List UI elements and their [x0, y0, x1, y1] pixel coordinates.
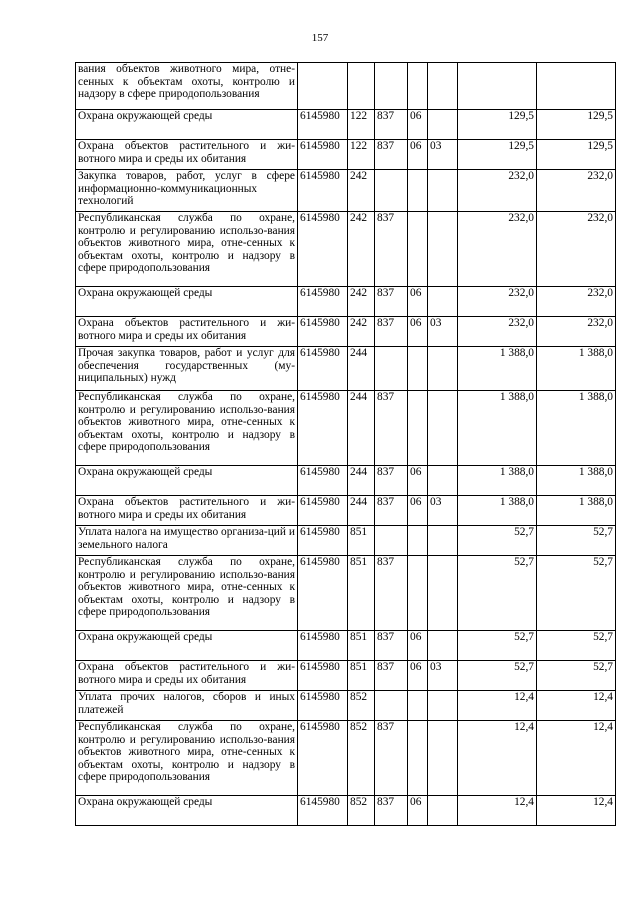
cell-target-article: 6145980: [298, 556, 348, 631]
cell-expense-type: 851: [348, 526, 375, 556]
cell-amount-1: 52,7: [458, 526, 537, 556]
cell-subsection: [428, 391, 458, 466]
table-row: [76, 691, 616, 721]
cell-ministry: 837: [375, 661, 408, 691]
cell-amount-1: 1 388,0: [458, 466, 537, 496]
cell-subsection: [428, 347, 458, 391]
cell-target-article: 6145980: [298, 526, 348, 556]
cell-subsection: [428, 721, 458, 796]
cell-amount-1: 232,0: [458, 212, 537, 287]
cell-name: Охрана окружающей среды: [76, 110, 298, 140]
cell-subsection: 03: [428, 661, 458, 691]
cell-amount-2: [537, 63, 616, 110]
cell-name: Охрана объектов растительного и жи-вотного мира и среды их обитания: [76, 661, 298, 691]
table-row: [76, 796, 616, 826]
cell-name: Охрана объектов растительного и жи-вотного мира и среды их обитания: [76, 496, 298, 526]
table-row: [76, 140, 616, 170]
cell-subsection: [428, 556, 458, 631]
cell-target-article: 6145980: [298, 110, 348, 140]
cell-subsection: [428, 526, 458, 556]
cell-target-article: 6145980: [298, 631, 348, 661]
cell-name: Охрана объектов растительного и жи-вотного мира и среды их обитания: [76, 140, 298, 170]
table-row: [76, 466, 616, 496]
cell-expense-type: 242: [348, 170, 375, 212]
table-row: [76, 556, 616, 631]
cell-target-article: 6145980: [298, 391, 348, 466]
cell-ministry: 837: [375, 110, 408, 140]
cell-section: [408, 170, 428, 212]
cell-amount-2: 12,4: [537, 721, 616, 796]
cell-target-article: 6145980: [298, 287, 348, 317]
budget-table: [75, 62, 616, 826]
cell-ministry: 837: [375, 721, 408, 796]
cell-target-article: 6145980: [298, 317, 348, 347]
table-row: [76, 170, 616, 212]
cell-expense-type: 244: [348, 466, 375, 496]
cell-target-article: [298, 63, 348, 110]
table-row: [76, 661, 616, 691]
cell-expense-type: 851: [348, 631, 375, 661]
cell-subsection: [428, 691, 458, 721]
cell-target-article: 6145980: [298, 796, 348, 826]
cell-subsection: [428, 170, 458, 212]
cell-section: [408, 347, 428, 391]
cell-expense-type: 244: [348, 347, 375, 391]
cell-amount-1: 12,4: [458, 691, 537, 721]
cell-ministry: 837: [375, 496, 408, 526]
table-row: [76, 391, 616, 466]
cell-ministry: [375, 347, 408, 391]
cell-amount-2: 52,7: [537, 526, 616, 556]
page-number: 157: [311, 32, 329, 44]
cell-section: 06: [408, 140, 428, 170]
cell-amount-1: 232,0: [458, 287, 537, 317]
cell-amount-2: 12,4: [537, 691, 616, 721]
cell-name: Республиканская служба по охране, контролю и регулированию использо-вания объектов животного мира, отне-сенных к объектам охоты, контролю и надзору в сфере природопользования: [76, 391, 298, 466]
cell-ministry: 837: [375, 631, 408, 661]
cell-section: [408, 556, 428, 631]
cell-name: Республиканская служба по охране, контролю и регулированию использо-вания объектов животного мира, отне-сенных к объектам охоты, контролю и надзору в сфере природопользования: [76, 721, 298, 796]
cell-target-article: 6145980: [298, 347, 348, 391]
cell-target-article: 6145980: [298, 140, 348, 170]
cell-name: вания объектов животного мира, отне-сенных к объектам охоты, контролю и надзору в сфере природопользования: [76, 63, 298, 110]
cell-ministry: [375, 63, 408, 110]
cell-target-article: 6145980: [298, 721, 348, 796]
cell-expense-type: 242: [348, 287, 375, 317]
cell-name: Республиканская служба по охране, контролю и регулированию использо-вания объектов животного мира, отне-сенных к объектам охоты, контролю и надзору в сфере природопользования: [76, 556, 298, 631]
cell-subsection: 03: [428, 496, 458, 526]
cell-amount-1: 52,7: [458, 556, 537, 631]
cell-section: 06: [408, 466, 428, 496]
cell-subsection: 03: [428, 140, 458, 170]
cell-target-article: 6145980: [298, 466, 348, 496]
cell-amount-2: 52,7: [537, 556, 616, 631]
cell-ministry: 837: [375, 466, 408, 496]
cell-name: Охрана окружающей среды: [76, 796, 298, 826]
cell-expense-type: 851: [348, 661, 375, 691]
cell-subsection: [428, 110, 458, 140]
cell-section: [408, 63, 428, 110]
cell-amount-2: 1 388,0: [537, 466, 616, 496]
table-row: [76, 496, 616, 526]
cell-expense-type: 242: [348, 212, 375, 287]
cell-amount-2: 1 388,0: [537, 391, 616, 466]
cell-name: Охрана окружающей среды: [76, 287, 298, 317]
table-row: [76, 526, 616, 556]
cell-amount-2: 1 388,0: [537, 496, 616, 526]
table-row: [76, 63, 616, 110]
cell-ministry: [375, 691, 408, 721]
cell-amount-2: 232,0: [537, 212, 616, 287]
cell-target-article: 6145980: [298, 170, 348, 212]
cell-expense-type: 851: [348, 556, 375, 631]
cell-amount-1: 1 388,0: [458, 496, 537, 526]
cell-name: Охрана окружающей среды: [76, 631, 298, 661]
cell-section: 06: [408, 496, 428, 526]
table-row: [76, 287, 616, 317]
cell-amount-2: 1 388,0: [537, 347, 616, 391]
cell-ministry: 837: [375, 287, 408, 317]
cell-target-article: 6145980: [298, 691, 348, 721]
cell-amount-1: 1 388,0: [458, 347, 537, 391]
cell-amount-2: 12,4: [537, 796, 616, 826]
cell-ministry: 837: [375, 391, 408, 466]
cell-amount-1: 12,4: [458, 721, 537, 796]
cell-expense-type: 122: [348, 140, 375, 170]
cell-name: Уплата прочих налогов, сборов и иных платежей: [76, 691, 298, 721]
table-row: [76, 347, 616, 391]
table-row: [76, 721, 616, 796]
cell-section: [408, 212, 428, 287]
cell-ministry: [375, 526, 408, 556]
cell-expense-type: 242: [348, 317, 375, 347]
cell-expense-type: [348, 63, 375, 110]
cell-expense-type: 244: [348, 391, 375, 466]
cell-section: 06: [408, 661, 428, 691]
cell-expense-type: 244: [348, 496, 375, 526]
cell-subsection: [428, 631, 458, 661]
cell-name: Охрана объектов растительного и жи-вотного мира и среды их обитания: [76, 317, 298, 347]
cell-section: 06: [408, 796, 428, 826]
cell-expense-type: 122: [348, 110, 375, 140]
cell-name: Закупка товаров, работ, услуг в сфере информационно-коммуникационных технологий: [76, 170, 298, 212]
cell-amount-1: 52,7: [458, 661, 537, 691]
cell-section: 06: [408, 631, 428, 661]
cell-target-article: 6145980: [298, 496, 348, 526]
cell-subsection: 03: [428, 317, 458, 347]
cell-ministry: [375, 170, 408, 212]
cell-name: Республиканская служба по охране, контролю и регулированию использо-вания объектов животного мира, отне-сенных к объектам охоты, контролю и надзору в сфере природопользования: [76, 212, 298, 287]
cell-amount-2: 232,0: [537, 287, 616, 317]
table-row: [76, 212, 616, 287]
cell-subsection: [428, 287, 458, 317]
cell-amount-2: 232,0: [537, 317, 616, 347]
cell-section: 06: [408, 317, 428, 347]
cell-ministry: 837: [375, 212, 408, 287]
cell-subsection: [428, 466, 458, 496]
cell-expense-type: 852: [348, 721, 375, 796]
table-body: [76, 63, 616, 826]
cell-expense-type: 852: [348, 796, 375, 826]
cell-amount-2: 129,5: [537, 140, 616, 170]
cell-amount-1: 129,5: [458, 140, 537, 170]
cell-ministry: 837: [375, 317, 408, 347]
cell-amount-2: 129,5: [537, 110, 616, 140]
cell-ministry: 837: [375, 140, 408, 170]
cell-amount-1: 52,7: [458, 631, 537, 661]
cell-section: [408, 721, 428, 796]
cell-ministry: 837: [375, 556, 408, 631]
cell-section: [408, 526, 428, 556]
cell-subsection: [428, 63, 458, 110]
cell-expense-type: 852: [348, 691, 375, 721]
cell-name: Уплата налога на имущество организа-ций и земельного налога: [76, 526, 298, 556]
cell-name: Охрана окружающей среды: [76, 466, 298, 496]
cell-amount-1: 232,0: [458, 317, 537, 347]
table-row: [76, 631, 616, 661]
cell-amount-2: 232,0: [537, 170, 616, 212]
cell-target-article: 6145980: [298, 661, 348, 691]
cell-section: [408, 391, 428, 466]
cell-amount-1: 232,0: [458, 170, 537, 212]
cell-amount-1: 1 388,0: [458, 391, 537, 466]
cell-amount-1: 129,5: [458, 110, 537, 140]
cell-amount-1: 12,4: [458, 796, 537, 826]
cell-amount-2: 52,7: [537, 661, 616, 691]
cell-name: Прочая закупка товаров, работ и услуг для обеспечения государственных (му-ниципальных) нужд: [76, 347, 298, 391]
table-row: [76, 317, 616, 347]
cell-ministry: 837: [375, 796, 408, 826]
cell-section: 06: [408, 287, 428, 317]
cell-target-article: 6145980: [298, 212, 348, 287]
cell-subsection: [428, 212, 458, 287]
cell-section: [408, 691, 428, 721]
cell-amount-2: 52,7: [537, 631, 616, 661]
table-row: [76, 110, 616, 140]
cell-subsection: [428, 796, 458, 826]
cell-amount-1: [458, 63, 537, 110]
cell-section: 06: [408, 110, 428, 140]
